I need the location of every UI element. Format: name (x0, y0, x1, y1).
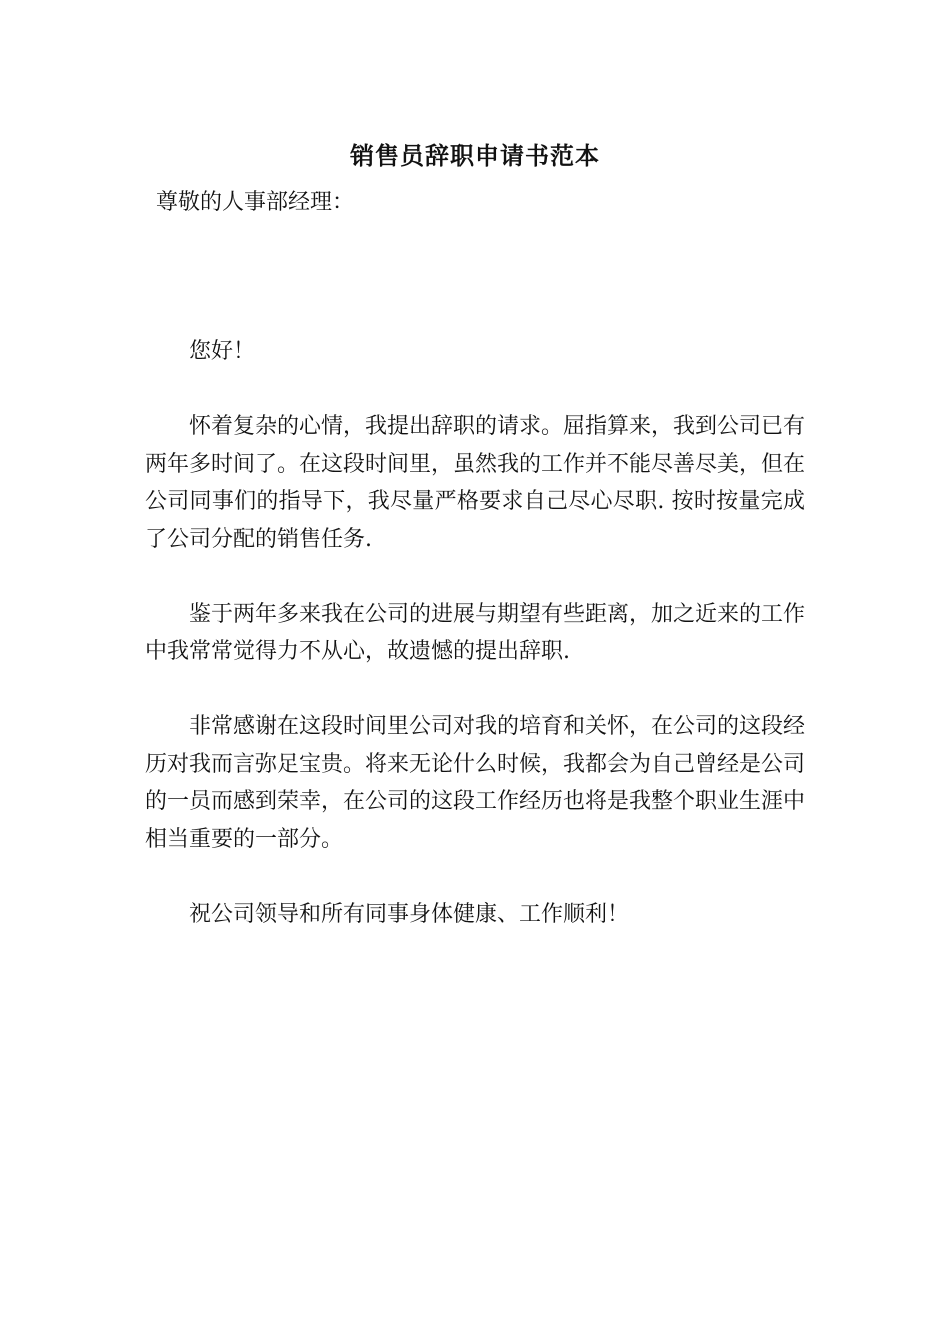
salutation: 尊敬的人事部经理： (156, 190, 355, 215)
paragraph-thanks: 非常感谢在这段时间里公司对我的培育和关怀，在公司的这段经历对我而言弥足宝贵。将来无论什么时候，我都会为自己曾经是公司的一员而感到荣幸，在公司的这段工作经历也将是我整个职业生涯中相当重要的一部分。 (145, 714, 806, 852)
document-title: 销售员辞职申请书范本 (350, 141, 600, 170)
paragraph-greeting: 您好！ (189, 339, 256, 364)
paragraph-wishes: 祝公司领导和所有同事身体健康、工作顺利！ (189, 901, 630, 927)
letter-body (145, 333, 805, 971)
paragraph-reason: 鉴于两年多来我在公司的进展与期望有些距离，加之近来的工作中我常常觉得力不从心，故遗憾的提出辞职. (145, 601, 806, 664)
paragraph-request: 怀着复杂的心情，我提出辞职的请求。屈指算来，我到公司已有两年多时间了。在这段时间里，虽然我的工作并不能尽善尽美，但在公司同事们的指导下，我尽量严格要求自己尽心尽职. 按时按量完成了公司分配的销售任务. (145, 414, 806, 552)
